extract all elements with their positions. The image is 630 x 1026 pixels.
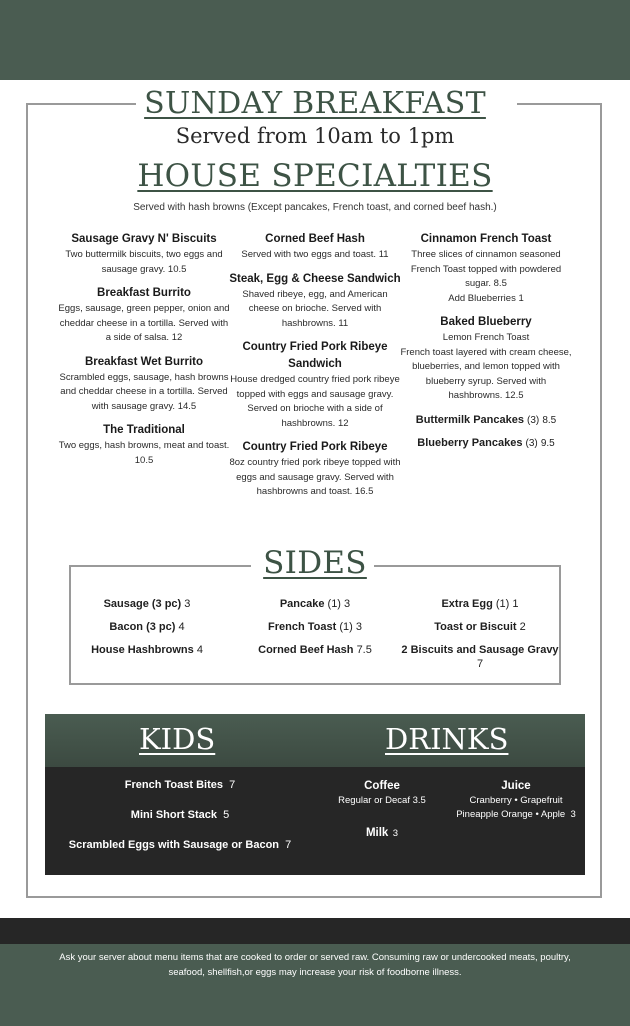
drink-options: Cranberry • Grapefruit	[469, 795, 563, 806]
item-subtitle: Lemon French Toast	[442, 332, 530, 343]
item-description: Served with two eggs and toast. 11	[241, 249, 389, 260]
item-name: Country Fried Pork Ribeye Sandwich	[242, 341, 388, 370]
menu-item	[227, 231, 403, 263]
side-name: Toast or Biscuit	[434, 621, 517, 633]
side-price: 1	[512, 598, 519, 610]
side-price: 7	[476, 658, 484, 670]
house-specialties-title: HOUSE SPECIALTIES	[137, 158, 493, 194]
side-name: Sausage (3 pc)	[103, 598, 182, 610]
drink-price: 3	[392, 828, 399, 839]
side-quantity: (1)	[339, 621, 353, 633]
item-name: Breakfast Wet Burrito	[84, 355, 203, 368]
kids-item	[45, 839, 315, 851]
item-description: Eggs, sausage, green pepper, onion and cheddar cheese in a tortilla. Served with a side of salsa. 12	[58, 303, 230, 343]
side-item	[67, 620, 227, 634]
item-name: Corned Beef Hash	[265, 233, 365, 245]
kids-item-price: 7	[285, 839, 292, 851]
drink-milk	[322, 823, 442, 841]
menu-item	[398, 314, 574, 404]
top-green-band	[0, 0, 630, 80]
item-name: Buttermilk Pancakes	[415, 413, 524, 426]
menu-item	[56, 422, 232, 468]
item-name: Sausage Gravy N' Biscuits	[71, 233, 217, 245]
item-description: Two buttermilk biscuits, two eggs and sausage gravy. 10.5	[65, 249, 223, 275]
menu-item	[398, 231, 574, 306]
item-description: House dredged country fried pork ribeye topped with eggs and sausage gravy. Served on brioche with a side of hashbrowns. 12	[230, 374, 400, 429]
item-price: 8.5	[542, 414, 557, 426]
side-item	[400, 597, 560, 611]
specialties-column-1	[56, 231, 232, 476]
specialties-column-3	[398, 231, 574, 458]
item-name: Cinnamon French Toast	[420, 233, 552, 245]
item-name: Steak, Egg & Cheese Sandwich	[229, 272, 401, 285]
drink-name: Juice	[501, 780, 531, 792]
kids-item	[45, 809, 315, 821]
side-price: 4	[178, 621, 185, 633]
sides-column-1	[67, 597, 227, 666]
item-quantity: (3)	[527, 414, 540, 426]
side-name: French Toast	[268, 621, 337, 633]
side-name: Corned Beef Hash	[258, 644, 354, 656]
side-price: 3	[344, 598, 351, 610]
side-quantity: (1)	[495, 598, 510, 610]
menu-title: SUNDAY BREAKFAST	[144, 86, 486, 121]
kids-item	[45, 779, 315, 791]
side-name: House Hashbrowns	[91, 644, 194, 656]
item-description: 8oz country fried pork ribeye topped with eggs and sausage gravy. Served with hashbrowns and toast. 16.5	[229, 457, 401, 497]
side-price: 3	[184, 598, 191, 610]
side-item	[67, 597, 227, 611]
item-name: Baked Blueberry	[440, 316, 532, 328]
kids-item-name: Scrambled Eggs with Sausage or Bacon	[68, 839, 280, 851]
item-description: Scrambled eggs, sausage, hash browns and cheddar cheese in a tortilla. Served with sausage gravy. 14.5	[59, 371, 229, 412]
drink-price: 3	[570, 809, 576, 820]
side-name: 2 Biscuits and Sausage Gravy	[401, 644, 559, 656]
menu-item	[398, 435, 574, 452]
item-description: Three slices of cinnamon seasoned French Toast topped with powdered sugar. 8.5	[410, 249, 562, 289]
served-time: Served from 10am to 1pm	[175, 124, 455, 148]
side-item	[235, 620, 395, 634]
menu-item	[227, 339, 403, 431]
drink-options: Pineapple Orange • Apple	[456, 809, 566, 820]
sides-column-3	[400, 597, 560, 680]
drink-coffee	[322, 778, 442, 808]
menu-item	[227, 271, 403, 332]
side-item	[400, 620, 560, 634]
side-quantity: (1)	[327, 598, 341, 610]
item-name: Country Fried Pork Ribeye	[242, 441, 388, 453]
drink-description: Regular or Decaf 3.5	[338, 795, 426, 806]
side-name: Extra Egg	[441, 598, 493, 610]
item-description: French toast layered with cream cheese, blueberries, and lemon topped with blueberry syrup. Served with hashbrowns. 12.5	[400, 346, 572, 401]
menu-item	[56, 354, 232, 415]
food-safety-disclaimer: Ask your server about menu items that are cooked to order or served raw. Consuming raw or undercooked meats, poultry, seafood, shellfish,or eggs may increase your risk of foodborne illness.	[59, 952, 571, 978]
item-addon: Add Blueberries 1	[448, 292, 524, 304]
side-price: 4	[196, 644, 203, 656]
specialties-note: Served with hash browns (Except pancakes, French toast, and corned beef hash.)	[133, 202, 497, 213]
kids-item-price: 7	[229, 779, 236, 791]
item-name: Blueberry Pancakes	[417, 436, 523, 449]
side-item	[235, 643, 395, 657]
item-name: Breakfast Burrito	[97, 287, 191, 299]
drink-juice	[446, 778, 586, 822]
menu-item	[56, 285, 232, 346]
side-price: 3	[355, 621, 362, 633]
menu-item	[227, 439, 403, 500]
drink-name: Coffee	[364, 780, 400, 792]
drinks-title: DRINKS	[385, 722, 509, 756]
item-name: The Traditional	[103, 424, 185, 436]
item-price: 9.5	[540, 437, 555, 449]
side-item	[235, 597, 395, 611]
sides-column-2	[235, 597, 395, 666]
specialties-column-2	[227, 231, 403, 508]
side-item	[400, 643, 560, 671]
sides-title: SIDES	[263, 545, 367, 581]
item-description: Shaved ribeye, egg, and American cheese on brioche. Served with hashbrowns. 11	[242, 288, 388, 329]
kids-item-name: Mini Short Stack	[130, 809, 217, 821]
item-quantity: (3)	[525, 437, 538, 449]
item-description: Two eggs, hash browns, meat and toast. 10.5	[58, 440, 230, 466]
kids-title: KIDS	[139, 722, 216, 756]
kids-item-price: 5	[223, 809, 230, 821]
drink-name: Milk	[365, 827, 389, 839]
kids-item-name: French Toast Bites	[124, 779, 223, 791]
side-item	[67, 643, 227, 657]
side-price: 7.5	[356, 644, 372, 656]
side-name: Pancake	[279, 598, 325, 610]
side-name: Bacon (3 pc)	[109, 621, 176, 633]
menu-item	[398, 412, 574, 429]
footer-dark-strip	[0, 918, 630, 944]
menu-item	[56, 231, 232, 277]
side-price: 2	[519, 621, 526, 633]
